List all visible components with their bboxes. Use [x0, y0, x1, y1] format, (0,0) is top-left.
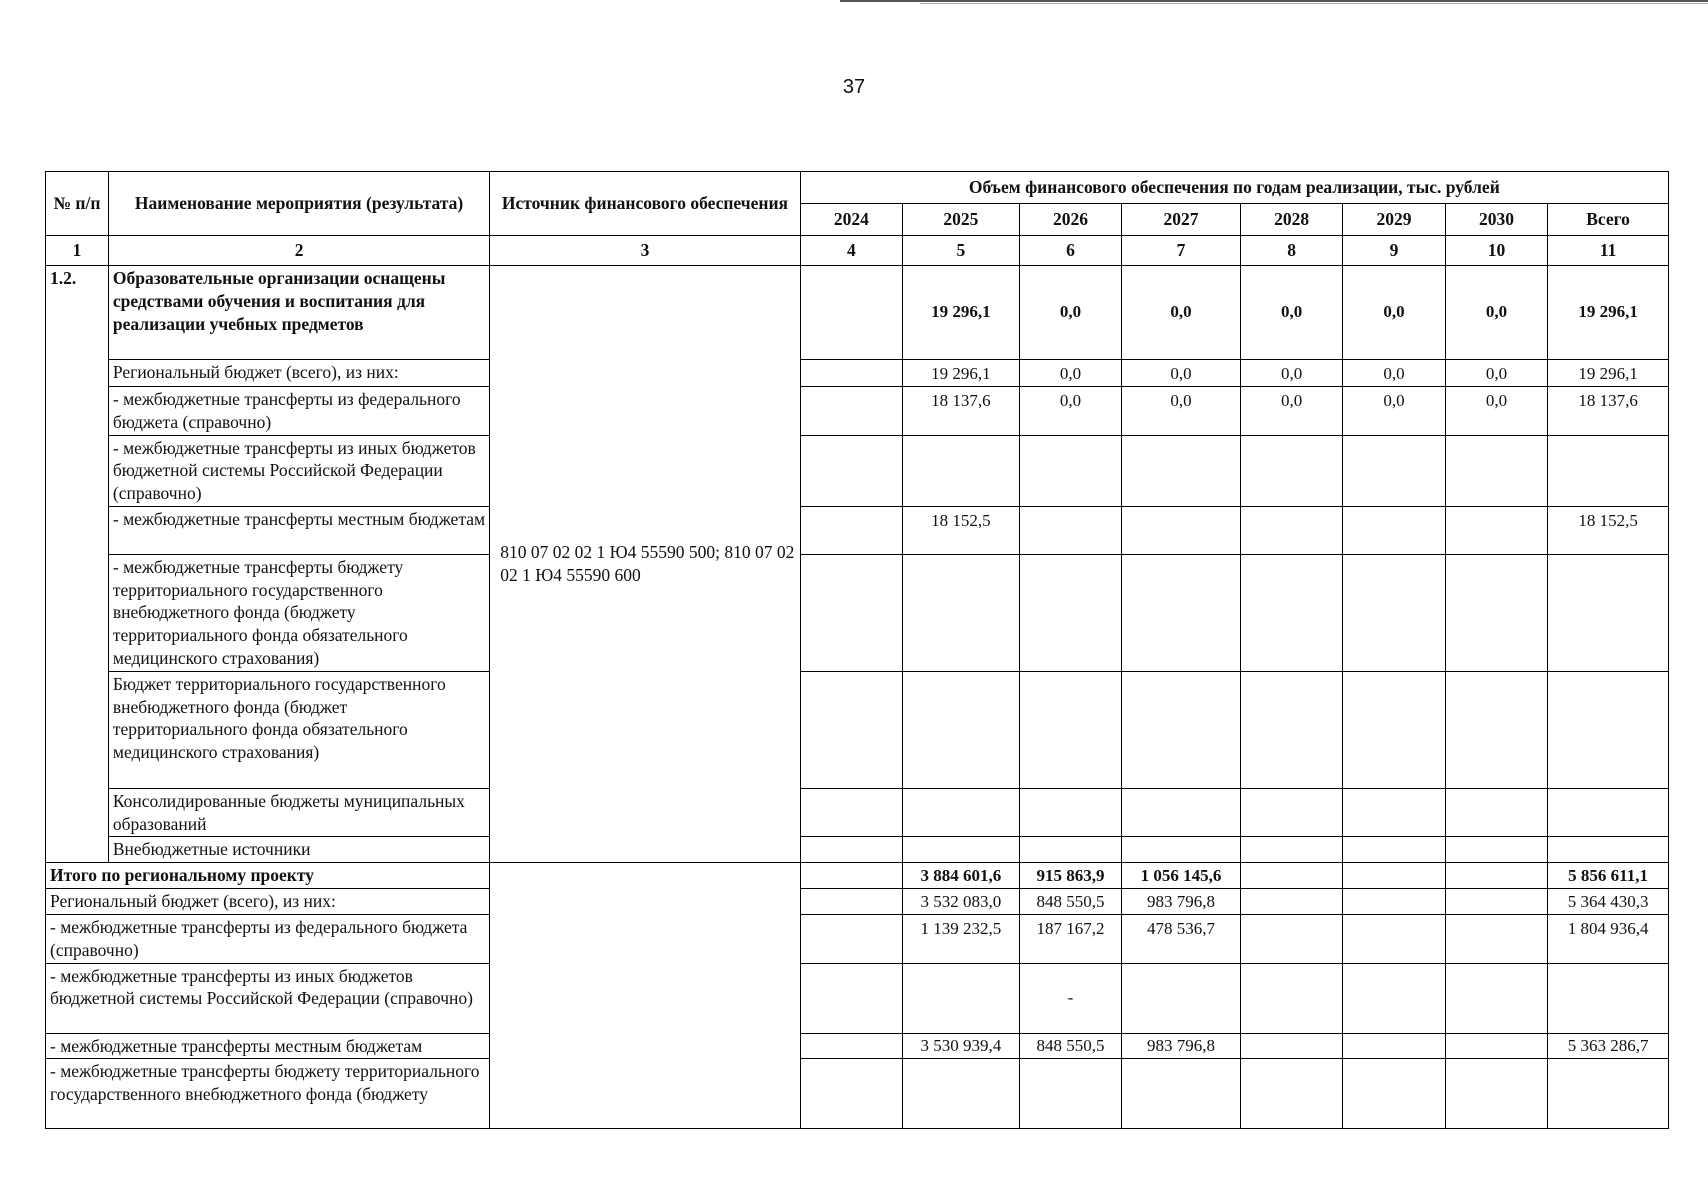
- header-num: № п/п: [46, 172, 109, 236]
- year-value-cell: [1240, 915, 1342, 964]
- year-value-cell: 0,0: [1240, 387, 1342, 436]
- year-value-cell: [1019, 671, 1121, 788]
- total-value-cell: 5 856 611,1: [1548, 863, 1669, 889]
- year-value-cell: 1 056 145,6: [1122, 863, 1241, 889]
- total-value-cell: [1548, 671, 1669, 788]
- header-source: Источник финансового обеспечения: [490, 172, 800, 236]
- totals-body: [46, 863, 1669, 1129]
- year-value-cell: [1240, 788, 1342, 837]
- year-value-cell: 0,0: [1240, 360, 1342, 387]
- year-value-cell: 0,0: [1445, 387, 1547, 436]
- year-value-cell: [1445, 1059, 1547, 1129]
- year-value-cell: [1019, 1059, 1121, 1129]
- total-value-cell: [1548, 788, 1669, 837]
- year-value-cell: [1122, 435, 1241, 506]
- index-cell: 5: [903, 236, 1020, 266]
- row-label: Региональный бюджет (всего), из них:: [108, 360, 489, 387]
- total-row-label: - межбюджетные трансферты бюджету территориального государственного внебюджетного фонда (бюджету: [46, 1059, 490, 1129]
- funding-source: 810 07 02 02 1 Ю4 55590 500; 810 07 02 02 1 Ю4 55590 600: [490, 266, 800, 863]
- year-value-cell: [800, 837, 902, 863]
- index-cell: 4: [800, 236, 902, 266]
- total-row-label: Итого по региональному проекту: [46, 863, 490, 889]
- year-value-cell: 0,0: [1343, 360, 1445, 387]
- header-year: 2029: [1343, 204, 1445, 236]
- year-value-cell: 0,0: [1122, 266, 1241, 360]
- total-row-label: - межбюджетные трансферты из федерального бюджета (справочно): [46, 915, 490, 964]
- table-row: [46, 915, 1669, 964]
- year-value-cell: 848 550,5: [1019, 1033, 1121, 1059]
- year-value-cell: [800, 1059, 902, 1129]
- total-value-cell: [1548, 435, 1669, 506]
- year-value-cell: [1240, 863, 1342, 889]
- year-value-cell: [1122, 671, 1241, 788]
- year-value-cell: [1122, 506, 1241, 554]
- header-year: 2030: [1445, 204, 1547, 236]
- index-cell: 3: [490, 236, 800, 266]
- year-value-cell: -: [1019, 963, 1121, 1033]
- year-value-cell: [800, 671, 902, 788]
- year-value-cell: 983 796,8: [1122, 1033, 1241, 1059]
- index-cell: 11: [1548, 236, 1669, 266]
- year-value-cell: 848 550,5: [1019, 889, 1121, 915]
- year-value-cell: [1445, 837, 1547, 863]
- row-label: - межбюджетные трансферты бюджету территориального государственного внебюджетного фонда (бюджету территориального фонда обязательного медицинского страхования): [108, 554, 489, 671]
- row-label: Внебюджетные источники: [108, 837, 489, 863]
- year-value-cell: [1019, 788, 1121, 837]
- year-value-cell: [903, 963, 1020, 1033]
- table-row: [46, 1033, 1669, 1059]
- year-value-cell: [1343, 915, 1445, 964]
- header-year: 2027: [1122, 204, 1241, 236]
- year-value-cell: [1343, 671, 1445, 788]
- year-value-cell: [1240, 889, 1342, 915]
- year-value-cell: [1445, 915, 1547, 964]
- header-name: Наименование мероприятия (результата): [108, 172, 489, 236]
- year-value-cell: [903, 788, 1020, 837]
- year-value-cell: [903, 435, 1020, 506]
- year-value-cell: [1240, 671, 1342, 788]
- section-body: [46, 266, 1669, 863]
- year-value-cell: [1343, 837, 1445, 863]
- year-value-cell: [1122, 963, 1241, 1033]
- year-value-cell: [1343, 889, 1445, 915]
- index-cell: 7: [1122, 236, 1241, 266]
- index-cell: 2: [108, 236, 489, 266]
- year-value-cell: 3 884 601,6: [903, 863, 1020, 889]
- year-value-cell: [1343, 554, 1445, 671]
- year-value-cell: [1343, 863, 1445, 889]
- year-value-cell: [903, 837, 1020, 863]
- year-value-cell: 1 139 232,5: [903, 915, 1020, 964]
- year-value-cell: [800, 963, 902, 1033]
- year-value-cell: [800, 387, 902, 436]
- financing-table: [45, 171, 1669, 1129]
- table-row: [46, 266, 1669, 360]
- year-value-cell: [1240, 1033, 1342, 1059]
- year-value-cell: [903, 1059, 1020, 1129]
- year-value-cell: [1445, 671, 1547, 788]
- header-year: 2026: [1019, 204, 1121, 236]
- year-value-cell: [800, 788, 902, 837]
- year-value-cell: [1445, 788, 1547, 837]
- total-value-cell: [1548, 1059, 1669, 1129]
- year-value-cell: [800, 1033, 902, 1059]
- year-value-cell: 0,0: [1019, 360, 1121, 387]
- index-cell: 9: [1343, 236, 1445, 266]
- year-value-cell: [1240, 963, 1342, 1033]
- year-value-cell: [1445, 889, 1547, 915]
- row-label: Бюджет территориального государственного внебюджетного фонда (бюджет территориального фонда обязательного медицинского страхования): [108, 671, 489, 788]
- year-value-cell: [1122, 788, 1241, 837]
- year-value-cell: 19 296,1: [903, 266, 1020, 360]
- section-number: 1.2.: [46, 266, 109, 863]
- year-value-cell: 983 796,8: [1122, 889, 1241, 915]
- table-row: [46, 837, 1669, 863]
- total-value-cell: 18 137,6: [1548, 387, 1669, 436]
- year-value-cell: [1445, 554, 1547, 671]
- year-value-cell: [1343, 506, 1445, 554]
- year-value-cell: 3 532 083,0: [903, 889, 1020, 915]
- year-value-cell: 478 536,7: [1122, 915, 1241, 964]
- year-value-cell: [800, 915, 902, 964]
- year-value-cell: [800, 554, 902, 671]
- year-value-cell: [903, 671, 1020, 788]
- year-value-cell: [1343, 1059, 1445, 1129]
- index-cell: 1: [46, 236, 109, 266]
- year-value-cell: [1445, 1033, 1547, 1059]
- year-value-cell: [903, 554, 1020, 671]
- scan-top-line: [840, 0, 1708, 2]
- row-label: - межбюджетные трансферты местным бюджетам: [108, 506, 489, 554]
- year-value-cell: 187 167,2: [1019, 915, 1121, 964]
- table-row: [46, 554, 1669, 671]
- year-value-cell: [1343, 1033, 1445, 1059]
- year-value-cell: [1019, 554, 1121, 671]
- year-value-cell: 0,0: [1343, 387, 1445, 436]
- total-row-label: Региональный бюджет (всего), из них:: [46, 889, 490, 915]
- year-value-cell: [1240, 837, 1342, 863]
- year-value-cell: [1122, 554, 1241, 671]
- year-value-cell: [1122, 837, 1241, 863]
- scan-top-line-faint: [920, 3, 1708, 4]
- year-value-cell: [1343, 788, 1445, 837]
- table-row: [46, 788, 1669, 837]
- header-year: 2028: [1240, 204, 1342, 236]
- year-value-cell: [1019, 435, 1121, 506]
- year-value-cell: [1240, 1059, 1342, 1129]
- year-value-cell: 19 296,1: [903, 360, 1020, 387]
- year-value-cell: [1019, 837, 1121, 863]
- total-value-cell: 19 296,1: [1548, 360, 1669, 387]
- year-value-cell: [800, 266, 902, 360]
- total-value-cell: 19 296,1: [1548, 266, 1669, 360]
- total-row-label: - межбюджетные трансферты местным бюджетам: [46, 1033, 490, 1059]
- year-value-cell: 0,0: [1019, 266, 1121, 360]
- year-value-cell: [1343, 435, 1445, 506]
- year-value-cell: 0,0: [1445, 266, 1547, 360]
- row-label: Образовательные организации оснащены средствами обучения и воспитания для реализации учебных предметов: [108, 266, 489, 360]
- year-value-cell: [800, 506, 902, 554]
- index-cell: 10: [1445, 236, 1547, 266]
- year-value-cell: [1445, 506, 1547, 554]
- table-row: [46, 1059, 1669, 1129]
- table-row: [46, 863, 1669, 889]
- year-value-cell: [800, 435, 902, 506]
- page-number: 37: [842, 76, 866, 98]
- year-value-cell: [800, 889, 902, 915]
- row-label: - межбюджетные трансферты из иных бюджетов бюджетной системы Российской Федерации (справочно): [108, 435, 489, 506]
- table-row: [46, 963, 1669, 1033]
- header-year: 2024: [800, 204, 902, 236]
- year-value-cell: 0,0: [1122, 387, 1241, 436]
- row-label: - межбюджетные трансферты из федерального бюджета (справочно): [108, 387, 489, 436]
- total-value-cell: 5 363 286,7: [1548, 1033, 1669, 1059]
- year-value-cell: 0,0: [1445, 360, 1547, 387]
- year-value-cell: [1122, 1059, 1241, 1129]
- header-year: 2025: [903, 204, 1020, 236]
- year-value-cell: 0,0: [1343, 266, 1445, 360]
- index-cell: 6: [1019, 236, 1121, 266]
- header-volume: Объем финансового обеспечения по годам реализации, тыс. рублей: [800, 172, 1668, 204]
- year-value-cell: [800, 863, 902, 889]
- index-cell: 8: [1240, 236, 1342, 266]
- header-total: Всего: [1548, 204, 1669, 236]
- total-value-cell: 5 364 430,3: [1548, 889, 1669, 915]
- totals-source-empty: [490, 863, 800, 1129]
- row-label: Консолидированные бюджеты муниципальных образований: [108, 788, 489, 837]
- year-value-cell: [800, 360, 902, 387]
- table-row: [46, 435, 1669, 506]
- table-row: [46, 506, 1669, 554]
- total-value-cell: [1548, 963, 1669, 1033]
- total-row-label: - межбюджетные трансферты из иных бюджетов бюджетной системы Российской Федерации (справочно): [46, 963, 490, 1033]
- total-value-cell: [1548, 554, 1669, 671]
- table-row: [46, 889, 1669, 915]
- total-value-cell: 1 804 936,4: [1548, 915, 1669, 964]
- year-value-cell: 915 863,9: [1019, 863, 1121, 889]
- total-value-cell: 18 152,5: [1548, 506, 1669, 554]
- year-value-cell: 3 530 939,4: [903, 1033, 1020, 1059]
- year-value-cell: [1445, 435, 1547, 506]
- year-value-cell: [1019, 506, 1121, 554]
- year-value-cell: [1445, 863, 1547, 889]
- total-value-cell: [1548, 837, 1669, 863]
- year-value-cell: [1240, 554, 1342, 671]
- table-row: [46, 671, 1669, 788]
- table-row: [46, 387, 1669, 436]
- year-value-cell: [1240, 435, 1342, 506]
- year-value-cell: [1240, 506, 1342, 554]
- year-value-cell: [1445, 963, 1547, 1033]
- year-value-cell: 0,0: [1122, 360, 1241, 387]
- table-row: [46, 360, 1669, 387]
- year-value-cell: 0,0: [1019, 387, 1121, 436]
- year-value-cell: 18 137,6: [903, 387, 1020, 436]
- year-value-cell: 18 152,5: [903, 506, 1020, 554]
- year-value-cell: [1343, 963, 1445, 1033]
- year-value-cell: 0,0: [1240, 266, 1342, 360]
